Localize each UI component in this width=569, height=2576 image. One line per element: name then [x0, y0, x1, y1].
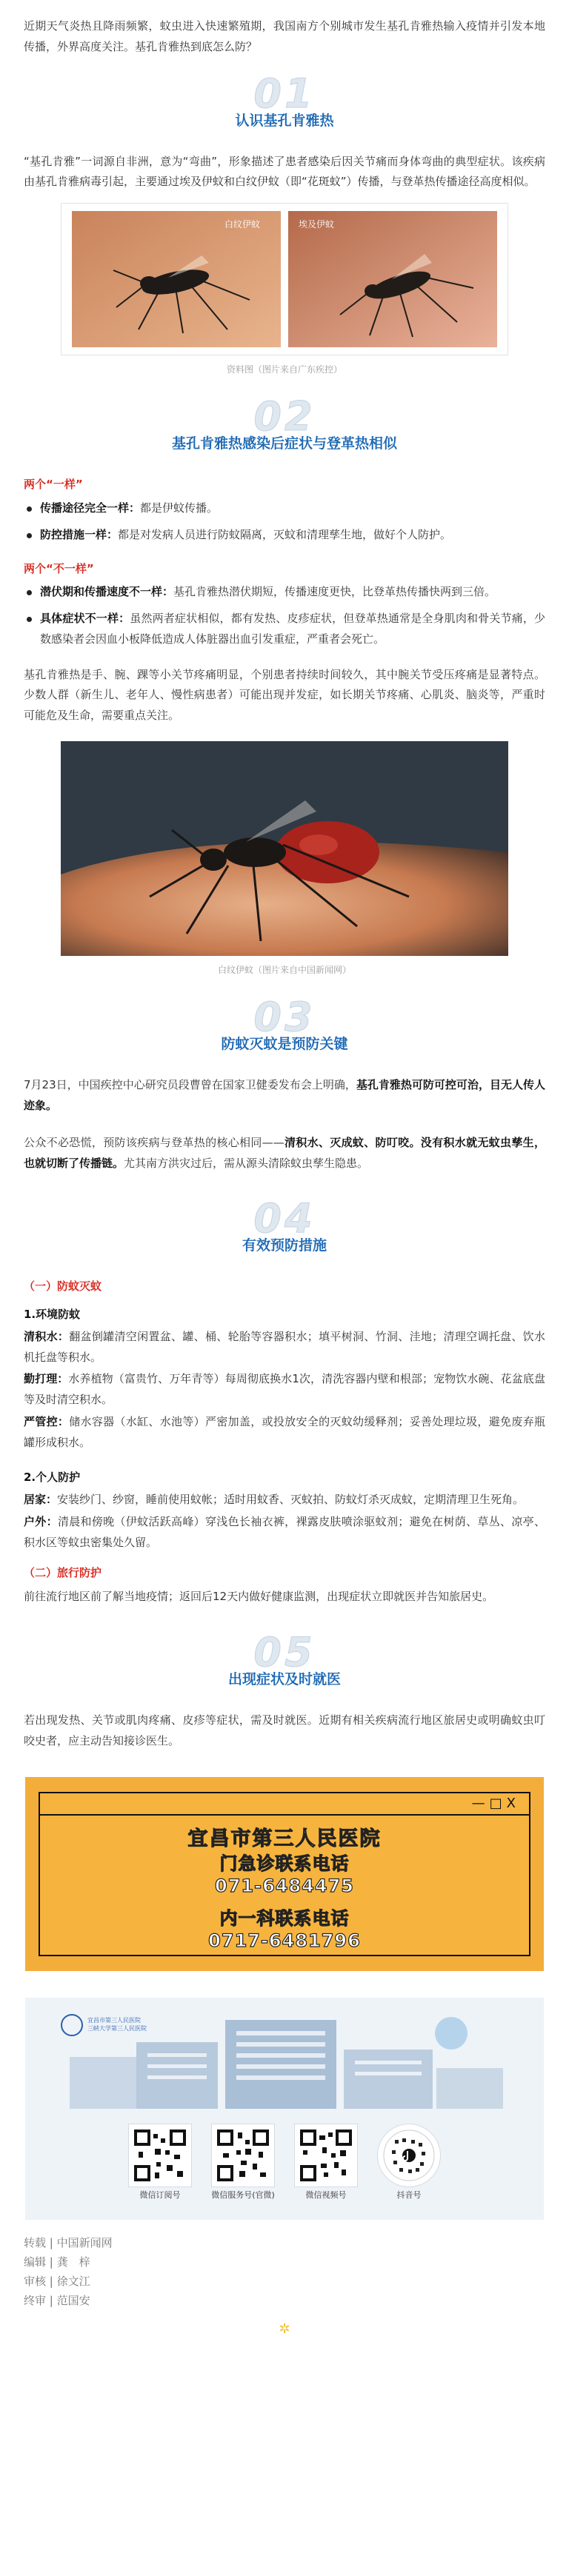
section-title: 出现症状及时就医	[227, 1670, 341, 1687]
env-item: 清积水：翻盆倒罐清空闲置盆、罐、桶、轮胎等容器积水；填平树洞、竹洞、洼地；清理空调托盘、饮水机托盘等积水。	[24, 1329, 545, 1364]
image-label-left: 白纹伊蚊	[224, 219, 261, 230]
albopictus-photo	[72, 211, 281, 347]
window-controls-icon: —□X	[471, 1795, 520, 1811]
qr-code-icon	[294, 2124, 358, 2187]
list-item: 潜伏期和传播速度不一样：基孔肯雅热潜伏期短，传播速度更快，比登革热传播快两到三倍。	[24, 582, 545, 603]
logo-line: 三峡大学第三人民医院	[87, 2024, 147, 2032]
s2-paragraph: 基孔肯雅热是手、腕、踝等小关节疼痛明显，个别患者持续时间较久，其中腕关节受压疼痛是显著特点。少数人群（新生儿、老年人、慢性病患者）可能出现并发症，如长期关节疼痛、心肌炎、脑炎等，严重时可能危及生命，需要重点关注。	[24, 667, 545, 723]
qr-douyin[interactable]	[377, 2124, 441, 2200]
list-item: 具体症状不一样：虽然两者症状相似，都有发热、皮疹症状，但登革热通常是全身肌肉和骨关节痛，少数感染者会因血小板降低造成人体脏器出血引发重症，严重者会死亡。	[24, 609, 545, 650]
credit-line: 审核 | 徐文江	[24, 2275, 90, 2289]
diff-list	[24, 582, 545, 649]
list-item: 传播途径完全一样：都是伊蚊传播。	[24, 498, 545, 519]
emergency-phone: 071-6484475	[215, 1876, 354, 1897]
qr-label: 微信订阅号	[139, 2190, 181, 2201]
section-5-head	[24, 1628, 545, 1693]
diff-label: 两个“不一样”	[24, 561, 94, 575]
section-title: 认识基孔肯雅热	[235, 112, 334, 129]
s1-paragraph: “基孔肯雅”一词源自非洲，意为“弯曲”，形象描述了患者感染后因关节痛而身体弯曲的典型症状。该疾病由基孔肯雅病毒引起，主要通过埃及伊蚊和白纹伊蚊（即“花斑蚊”）传播，与登革热传播途径高度相似。	[24, 154, 545, 189]
credit-line: 编辑 | 龚 梓	[24, 2255, 90, 2269]
qr-label: 微信视频号	[305, 2190, 347, 2201]
same-label: 两个“一样”	[24, 478, 83, 492]
qr-code-icon	[211, 2124, 275, 2187]
intro-paragraph: 近期天气炎热且降雨频繁，蚊虫进入快速繁殖期，我国南方个别城市发生基孔肯雅热输入疫情并引发本地传播，外界高度关注。基孔肯雅热到底怎么防？	[24, 19, 545, 53]
hospital-contact-card	[25, 1777, 544, 1971]
image-label-right: 埃及伊蚊	[299, 219, 335, 230]
qr-label: 抖音号	[396, 2190, 422, 2201]
travel-paragraph: 前往流行地区前了解当地疫情；返回后12天内做好健康监测，出现症状立即就医并告知旅居史。	[24, 1590, 494, 1604]
section-number: 01	[253, 70, 316, 117]
s3-paragraph-1: 7月23日，中国疾控中心研究员段曹曾在国家卫健委发布会上明确，基孔肯雅热可防可控可治，目无人传人迹象。	[24, 1078, 545, 1113]
qr-code-icon	[128, 2124, 192, 2187]
credit-line: 终审 | 范国安	[24, 2294, 90, 2308]
section-1-head	[24, 70, 545, 134]
section-number: 04	[253, 1195, 316, 1242]
hospital-logo-icon	[61, 2014, 83, 2036]
qr-code-icon	[377, 2124, 441, 2187]
section-number: 05	[253, 1628, 316, 1676]
window-titlebar	[40, 1793, 529, 1816]
internal-medicine-phone: 0717-6481796	[208, 1930, 361, 1952]
section-title: 基孔肯雅热感染后症状与登革热相似	[171, 435, 397, 452]
internal-medicine-label: 内一科联系电话	[219, 1908, 350, 1930]
section-3-head	[24, 994, 545, 1057]
hospital-name: 宜昌市第三人民医院	[187, 1827, 382, 1850]
emergency-label: 门急诊联系电话	[219, 1853, 350, 1875]
list-item: 防控措施一样：都是对发病人员进行防蚊隔离，灭蚊和清理孳生地，做好个人防护。	[24, 525, 545, 546]
qr-wechat-video[interactable]	[294, 2124, 358, 2200]
personal-item: 居家：安装纱门、纱窗，睡前使用蚊帐；适时用蚊香、灭蚊拍、防蚊灯杀灭成蚊，定期清理卫生死角。	[24, 1493, 525, 1507]
personal-item: 户外：清晨和傍晚（伊蚊活跃高峰）穿浅色长袖衣裤，裸露皮肤喷涂驱蚊剂；避免在树荫、草丛、凉亭、积水区等蚊虫密集处久留。	[24, 1514, 545, 1549]
section-2-head	[24, 393, 545, 457]
image-caption: 资料图（图片来自广东疾控）	[226, 364, 342, 375]
image-caption: 白纹伊蚊（图片来自中国新闻网）	[217, 964, 351, 975]
mosquito-comparison-image	[61, 203, 508, 355]
subheading-mosquito-control: （一）防蚊灭蚊	[24, 1279, 102, 1294]
same-list	[24, 498, 545, 546]
qr-wechat-subscription[interactable]	[128, 2124, 192, 2200]
end-decoration-icon: ✲	[279, 2321, 290, 2337]
section-number: 02	[253, 393, 316, 441]
hospital-logo	[61, 2014, 147, 2036]
env-item: 严管控：储水容器（水缸、水池等）严密加盖，或投放安全的灭蚊幼缓释剂；妥善处理垃圾，避免废弃瓶罐形成积水。	[24, 1414, 545, 1449]
section-number: 03	[253, 994, 316, 1041]
env-item: 勤打理：水养植物（富贵竹、万年青等）每周彻底换水1次，清洗容器内壁和根部；宠物饮水碗、花盆底盘等及时清空积水。	[24, 1372, 545, 1407]
subheading-personal: 2.个人防护	[24, 1471, 81, 1485]
section-4-head	[24, 1195, 545, 1259]
section-title: 有效预防措施	[242, 1237, 327, 1254]
window-frame	[39, 1792, 530, 1956]
s5-paragraph: 若出现发热、关节或肌肉疼痛、皮疹等症状，需及时就医。近期有相关疾病流行地区旅居史或明确蚊虫叮咬史者，应主动告知接诊医生。	[24, 1713, 545, 1747]
qr-code-panel	[25, 1998, 544, 2220]
mosquito-closeup-image	[61, 741, 508, 956]
subheading-environment: 1.环境防蚊	[24, 1308, 81, 1322]
credits	[24, 2233, 545, 2311]
logo-line: 宜昌市第三人民医院	[87, 2017, 141, 2024]
subheading-travel: （二）旅行防护	[24, 1566, 102, 1580]
section-title: 防蚊灭蚊是预防关键	[221, 1036, 348, 1053]
aegypti-photo	[288, 211, 497, 347]
credit-line: 转载 | 中国新闻网	[24, 2235, 113, 2249]
qr-wechat-service[interactable]	[211, 2124, 275, 2200]
qr-label: 微信服务号(官微)	[211, 2190, 275, 2201]
s3-paragraph-2: 公众不必恐慌，预防该疾病与登革热的核心相同——清积水、灭成蚊、防叮咬。没有积水就无蚊虫孳生，也就切断了传播链。尤其南方洪灾过后，需从源头清除蚊虫孳生隐患。	[24, 1135, 545, 1170]
